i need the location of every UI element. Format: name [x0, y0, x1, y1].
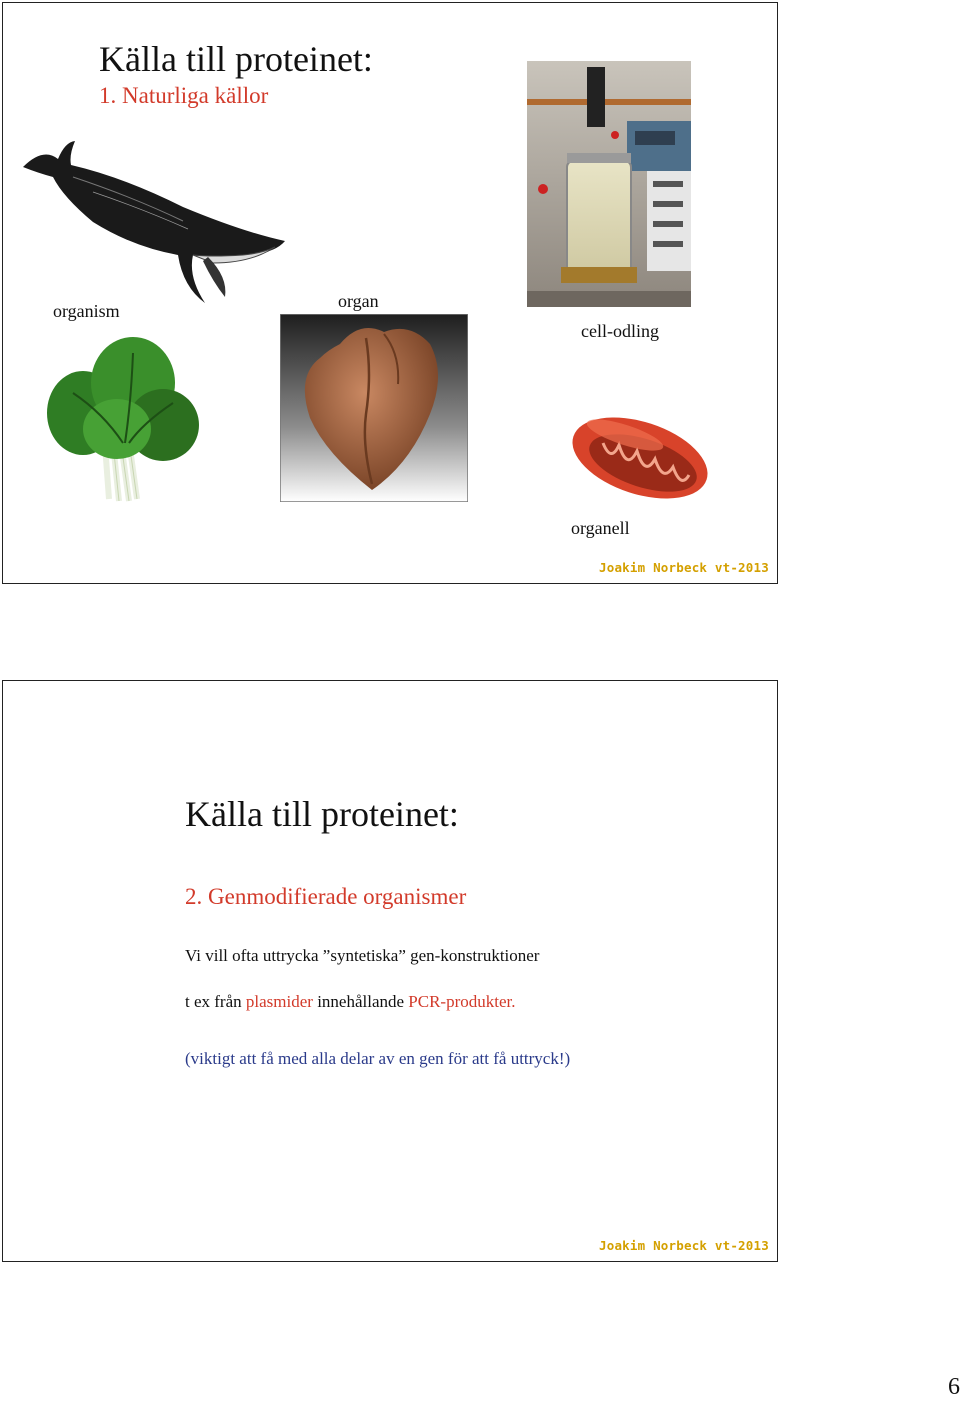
slide-title: Källa till proteinet: — [185, 794, 459, 834]
label-cell-culture: cell-odling — [581, 321, 659, 341]
label-organelle: organell — [571, 518, 630, 538]
body-line-2 — [185, 992, 516, 1012]
pcr-term: PCR-produkter. — [408, 992, 516, 1011]
slide-title: Källa till proteinet: — [99, 39, 373, 79]
line2-prefix: t ex från — [185, 992, 246, 1011]
body-line-1: Vi vill ofta uttrycka ”syntetiska” gen-konstruktioner — [185, 946, 540, 965]
slide-natural-sources — [2, 2, 778, 584]
line2-middle: innehållande — [312, 992, 409, 1011]
whale-image — [13, 137, 293, 307]
plasmid-term: plasmider — [245, 992, 313, 1011]
page-number: 6 — [948, 1374, 960, 1400]
slide-gmo — [2, 680, 778, 1262]
slide-subtitle: 2. Genmodifierade organismer — [185, 884, 467, 909]
label-organ: organ — [338, 291, 379, 311]
note-text: (viktigt att få med alla delar av en gen för att få uttryck!) — [185, 1049, 571, 1068]
heart-image — [280, 314, 468, 502]
slide-subtitle: 1. Naturliga källor — [99, 83, 269, 108]
label-organism: organism — [53, 301, 120, 321]
leafy-greens-image — [43, 333, 203, 505]
slide-footer: Joakim Norbeck vt-2013 — [599, 1238, 769, 1253]
bioreactor-image — [527, 61, 691, 307]
slide-footer: Joakim Norbeck vt-2013 — [599, 560, 769, 575]
mitochondrion-image — [565, 403, 715, 513]
